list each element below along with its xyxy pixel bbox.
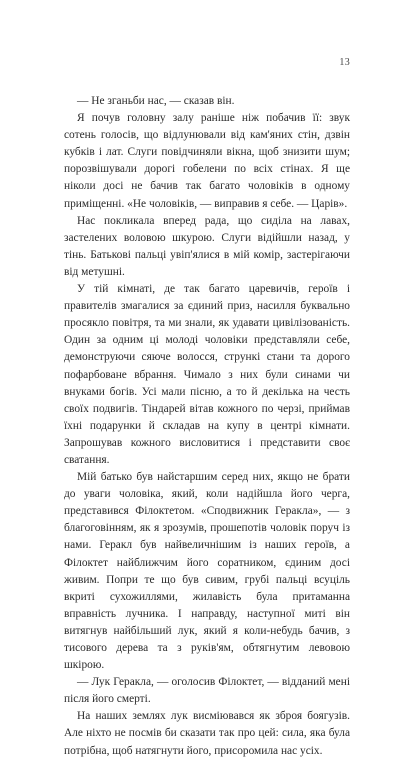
- paragraph: На наших землях лук висміювався як зброя боягузів. Але ніхто не посмів би сказати так про цей: сила, яка була потрібна, щоб натягнути його, присоромила нас усіх.: [64, 710, 350, 757]
- paragraph: — Лук Геракла, — оголосив Філоктет, — відданий мені після його смерті.: [64, 676, 350, 706]
- paragraph: У тій кімнаті, де так багато царевичів, героїв і правителів змагалися за єдиний приз, насилля буквально просякло повітря, та ми знали, як удавати цивілізованість. Один за одним ці молоді чоловіки представляли себе, демонструючи сяюче волосся, стрункі стани та дорого пофарбоване вбрання. Чимало з них були синами чи внуками богів. Усі мали пісню, а то й декілька на честь своїх подвигів. Тіндарей вітав кожного по черзі, приймав їхні подарунки й складав на купу в центрі кімнати. Запрошував кожного висловитися і представити своє сватання.: [64, 283, 350, 466]
- page-number: 13: [339, 57, 350, 68]
- body-text: [64, 93, 350, 760]
- paragraph: Мій батько був найстаршим серед них, якщо не брати до уваги чоловіка, який, коли надійшла його черга, представився Філоктетом. «Сподвижник Геракла», — з благоговінням, як я зрозумів, прошепотів чоловік поруч із нами. Геракл був найвеличнішим із наших героїв, а Філоктет найближчим його соратником, єдиним досі живим. Попри те що був сивим, грубі пальці всуціль вкриті сухожиллями, жилавість була притаманна вправність лучника. І направду, наступної миті він витягнув найбільший лук, який я коли-небудь бачив, з тисового дерева та з руків'ям, обтягнутим левовою шкірою.: [64, 471, 350, 672]
- paragraph: Я почув головну залу раніше ніж побачив її: звук сотень голосів, що відлунювали від кам'яних стін, дзвін кубків і лат. Слуги повідчиняли вікна, щоб знизити шум; порозвішували дорогі гобелени по всіх стінах. Я ще ніколи досі не бачив так багато чоловіків в одному приміщенні. «Не чоловіків, — виправив я себе. — Царів».: [64, 112, 350, 210]
- paragraph: — Не зганьби нас, — сказав він.: [77, 95, 235, 107]
- paragraph: Нас покликала вперед рада, що сиділа на лавах, застелених воловою шкурою. Слуги відійшли назад, у тінь. Батькові пальці увіп'ялися в мій комір, застерігаючи від метушні.: [64, 214, 350, 278]
